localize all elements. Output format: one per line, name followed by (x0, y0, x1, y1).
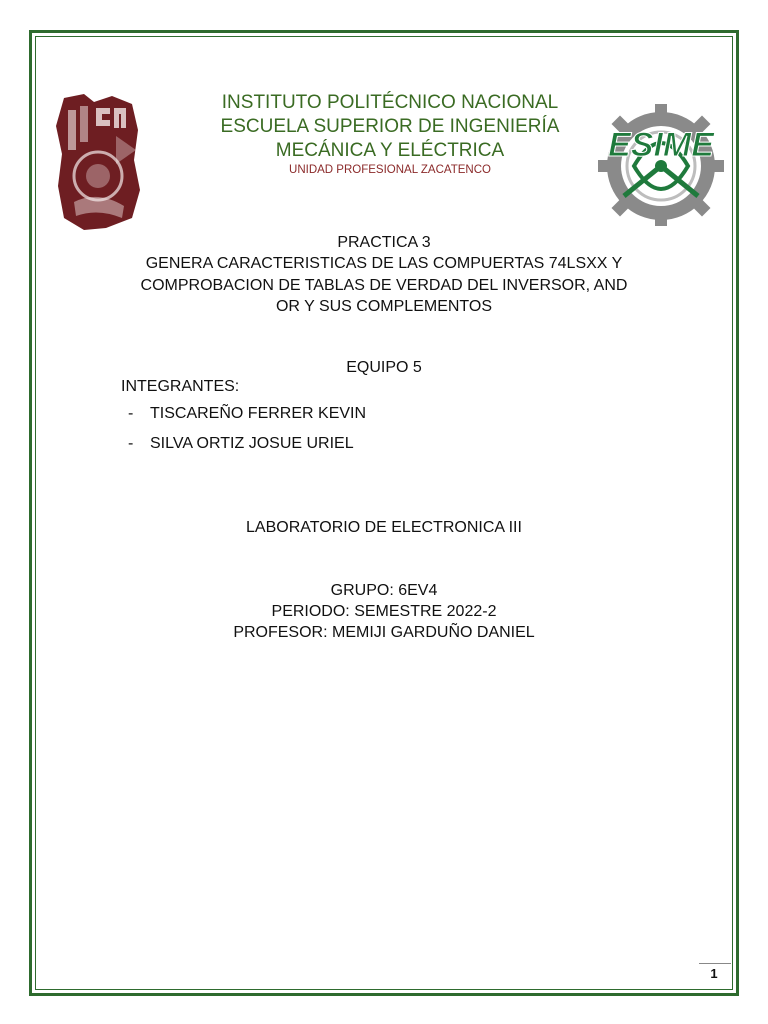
esime-logo-icon (594, 100, 728, 226)
list-dash: - (128, 435, 134, 452)
school-name-line2: MECÁNICA Y ELÉCTRICA (275, 140, 505, 161)
course-name: LABORATORIO DE ELECTRONICA III (246, 519, 522, 536)
members-label: INTEGRANTES: (121, 378, 240, 395)
period-line: PERIODO: SEMESTRE 2022-2 (271, 603, 497, 620)
institute-name: INSTITUTO POLITÉCNICO NACIONAL (221, 92, 559, 113)
page-number: 1 (710, 966, 718, 981)
school-name-line1: ESCUELA SUPERIOR DE INGENIERÍA (220, 116, 560, 137)
member-name: SILVA ORTIZ JOSUE URIEL (150, 435, 354, 452)
member-item (128, 435, 354, 453)
page-number-rule (699, 963, 731, 964)
academic-unit: UNIDAD PROFESIONAL ZACATENCO (289, 164, 491, 176)
professor-line: PROFESOR: MEMIJI GARDUÑO DANIEL (233, 624, 535, 641)
practice-number: PRACTICA 3 (337, 234, 431, 251)
list-dash: - (128, 405, 134, 422)
practice-title-line2: COMPROBACION DE TABLAS DE VERDAD DEL INVERSOR, AND (140, 277, 628, 294)
practice-title-line3: OR Y SUS COMPLEMENTOS (275, 298, 493, 315)
ipn-logo-icon (54, 90, 142, 232)
team-name: EQUIPO 5 (346, 359, 422, 376)
member-item (128, 405, 366, 423)
member-name: TISCAREÑO FERRER KEVIN (150, 405, 367, 422)
group-line: GRUPO: 6EV4 (330, 582, 438, 599)
practice-title-line1: GENERA CARACTERISTICAS DE LAS COMPUERTAS 74LSXX Y (145, 255, 623, 272)
esime-logo-text: ESIME (608, 126, 714, 164)
